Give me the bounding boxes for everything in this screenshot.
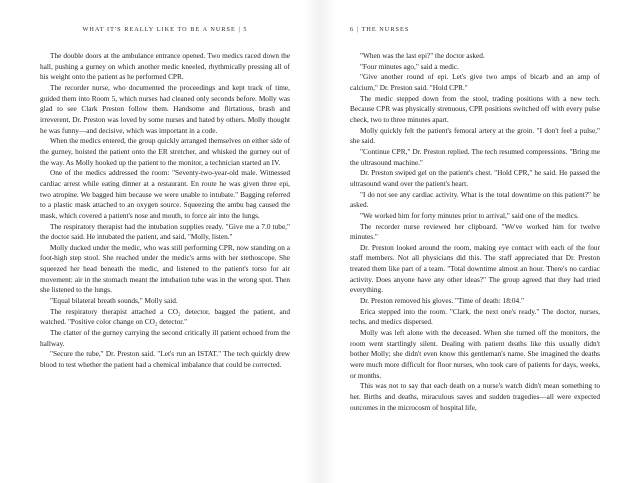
paragraph: Dr. Preston removed his gloves. "Time of death: 18:04." (360, 296, 524, 306)
paragraph: When the medics entered, the group quickly arranged themselves on either side of the gurney, hoisted the patient onto the ER stretcher, and whisked the gurney out of the way. As Molly hooked up the patient to the monitor, a technician started an IV. (40, 136, 290, 167)
right-page (320, 0, 640, 483)
paragraph: Molly was left alone with the deceased. When she turned off the monitors, the room went startlingly silent. Dealing with patient deaths like this usually didn't bother Molly; she didn't even know this gentleman's name. She imagined the deaths were much more difficult for floor nurses, who took care of patients for days, weeks, or months. (350, 328, 600, 380)
right-page-body (350, 51, 600, 413)
paragraph: "We worked him for forty minutes prior to arrival," said one of the medics. (360, 210, 579, 220)
paragraph: "Secure the tube," Dr. Preston said. "Let's run an ISTAT." The tech quickly drew blood to test whether the patient had a chemical imbalance that could be corrected. (40, 349, 290, 370)
left-page-body (40, 51, 290, 371)
right-running-head: 6 | THE NURSES (350, 26, 410, 33)
gutter-shadow-right (320, 0, 336, 483)
paragraph: One of the medics addressed the room: "Seventy-two-year-old male. Witnessed cardiac arrest while eating dinner at a restaurant. En route he was given three epi, two atropine. We bagged him because we were unable to intubate." Bagging referred to a plastic mask attached to an oxygen source. Squeezing the ambu bag caused the mask, which covered a patient's nose and mouth, to force air into the lungs. (40, 168, 290, 220)
paragraph: "Equal bilateral breath sounds," Molly said. (50, 296, 178, 306)
paragraph: "I do not see any cardiac activity. What is the total downtime on this patient?" he asked. (350, 189, 600, 210)
paragraph: The medic stepped down from the stool, trading positions with a new tech. Because CPR was physically strenuous, CPR positions switched off with every pulse check, two to three minutes apart. (350, 93, 600, 124)
paragraph: The recorder nurse reviewed her clipboard. "We've worked him for twelve minutes." (350, 221, 600, 242)
paragraph: "Four minutes ago," said a medic. (360, 61, 459, 71)
left-running-head: WHAT IT'S REALLY LIKE TO BE A NURSE | 5 (82, 26, 248, 33)
paragraph: The respiratory therapist had the intubation supplies ready. "Give me a 7.0 tube," the doctor said. He intubated the patient, and said, "Molly, listen." (40, 221, 290, 242)
paragraph: Molly quickly felt the patient's femoral artery at the groin. "I don't feel a pulse," she said. (350, 125, 600, 146)
paragraph: Molly ducked under the medic, who was still performing CPR, now standing on a foot-high step stool. She reached under the medic's arms with her stethoscope. She squeezed her head beneath the medic, and listened to the patient's torso for air movement: air in the stomach meant the intubation tube was in the wrong spot. Then she listened to the lungs. (40, 242, 290, 295)
paragraph: Dr. Preston swiped gel on the patient's chest. "Hold CPR," he said. He passed the ultrasound wand over the patient's heart. (350, 168, 600, 188)
paragraph: "Continue CPR," Dr. Preston replied. The tech resumed compressions. "Bring me the ultrasound machine." (350, 146, 600, 167)
paragraph: "When was the last epi?" the doctor asked. (360, 51, 485, 60)
paragraph: The respiratory therapist attached a CO₂ detector, bagged the patient, and watched. "Positive color change on CO₂ detector." (40, 306, 290, 327)
gutter-shadow-left (304, 0, 320, 483)
paragraph: Dr. Preston looked around the room, making eye contact with each of the four staff members. Not all physicians did this. The staff appreciated that Dr. Preston treated them like part of a team. "Total downtime almost an hour. There's no cardiac activity. Does anyone have any other ideas?" The group agreed that they had tried everything. (350, 242, 600, 295)
paragraph: The clatter of the gurney carrying the second critically ill patient echoed from the hallway. (40, 328, 290, 348)
paragraph: This was not to say that each death on a nurse's watch didn't mean something to her. Births and deaths, miraculous saves and sudden tragedies—all were expected outcomes in the microcosm of hospital life, (350, 381, 600, 412)
paragraph: Erica stepped into the room. "Clark, the next one's ready." The doctor, nurses, techs, and medics dispersed. (350, 306, 600, 327)
paragraph: The double doors at the ambulance entrance opened. Two medics raced down the hall, pushing a gurney on which another medic kneeled, rhythmically pressing all of his weight onto the patient as he performed CPR. (40, 51, 290, 82)
paragraph: "Give another round of epi. Let's give two amps of bicarb and an amp of calcium," Dr. Preston said. "Hold CPR." (350, 72, 600, 92)
paragraph: The recorder nurse, who documented the proceedings and kept track of time, guided them into Room 5, which nurses had cleaned only seconds before. Molly was glad to see Clark Preston follow them. Handsome and flirtatious, brash and irreverent, Dr. Preston was loved by some nurses and hated by others. Molly thought he was funny—and decisive, which was important in a code. (40, 82, 290, 135)
